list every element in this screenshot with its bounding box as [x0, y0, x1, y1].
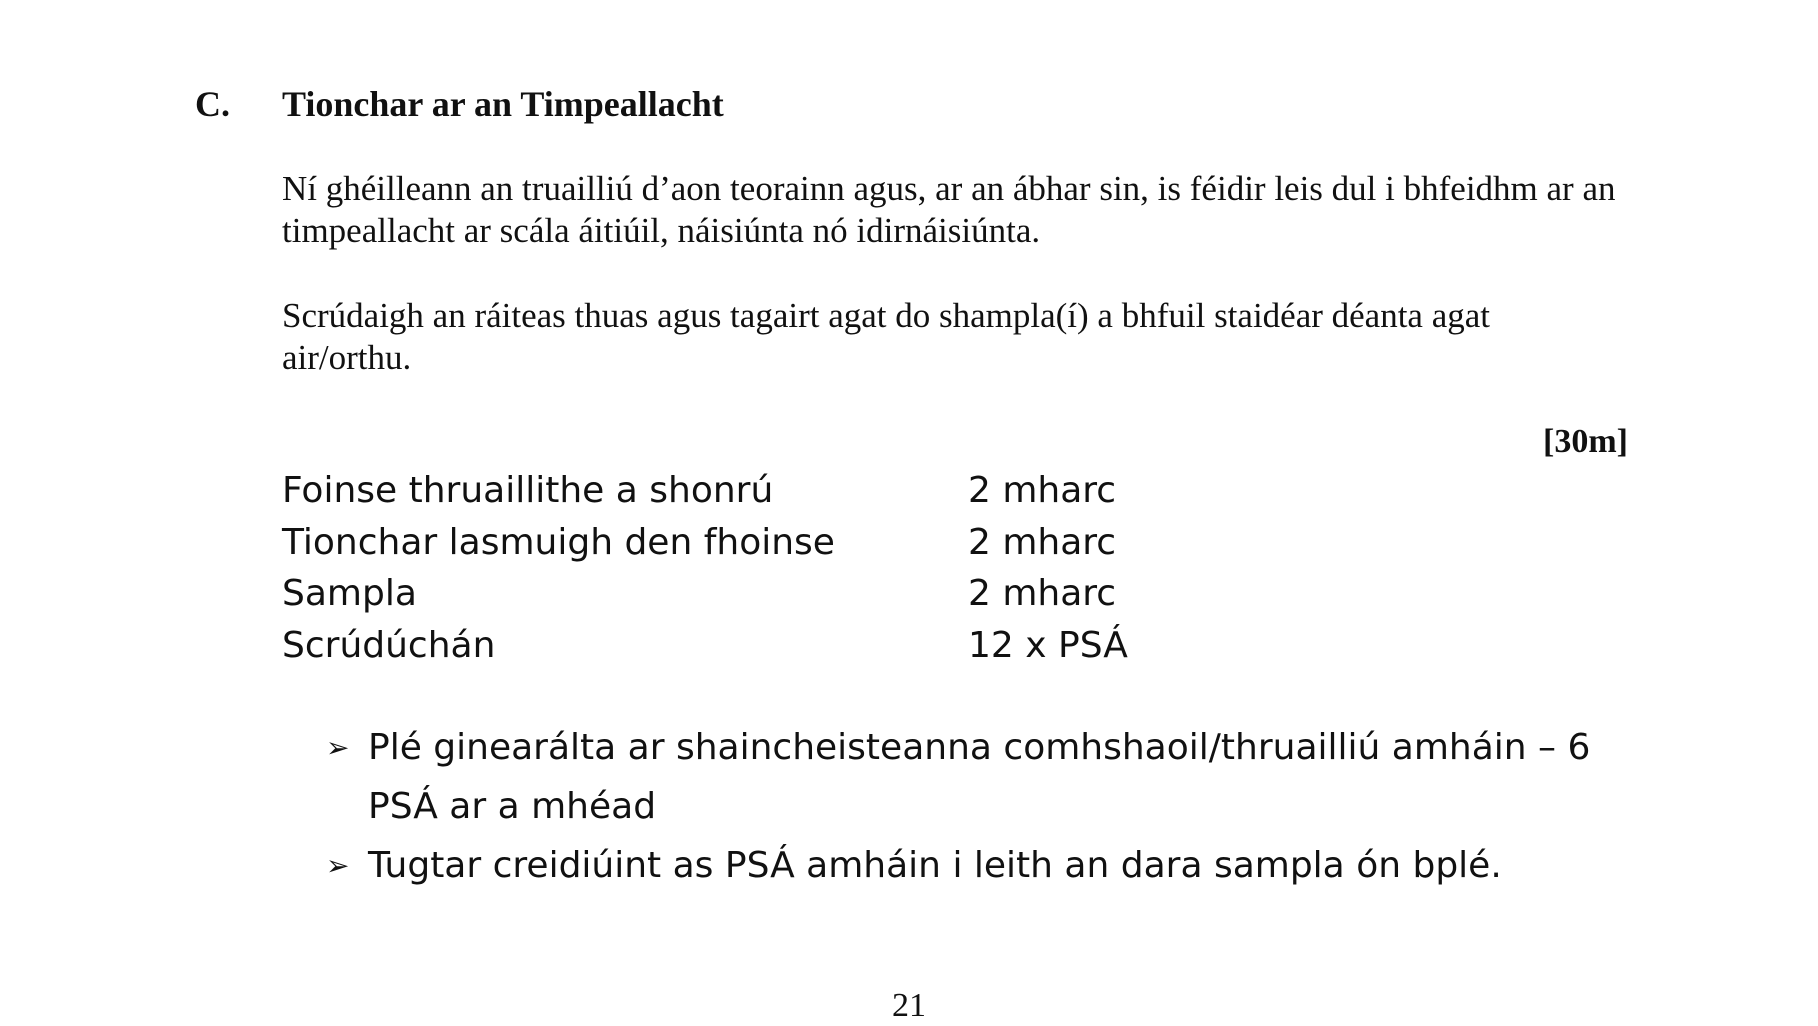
- marking-note: [326, 718, 1656, 836]
- arrow-bullet-icon: ➢: [326, 731, 350, 764]
- page-number: 21: [892, 987, 926, 1024]
- marking-criterion: Foinse thruaillithe a shonrú: [282, 470, 774, 511]
- question-instruction: Scrúdaigh an ráiteas thuas agus tagairt agat do shampla(í) a bhfuil staidéar déanta agat air/orthu.: [282, 296, 1491, 377]
- section-letter: C.: [195, 84, 230, 124]
- marking-criterion: Scrúdúchán: [282, 624, 496, 666]
- marking-scheme-row: [282, 517, 1268, 569]
- marking-value: 2 mharc: [968, 521, 1117, 563]
- marking-note-text: Tugtar creidiúint as PSÁ amháin i leith an dara sampla ón bplé.: [368, 845, 1502, 886]
- marking-note: [326, 836, 1656, 895]
- section-title: Tionchar ar an Timpeallacht: [282, 84, 724, 124]
- marking-scheme: [282, 465, 1268, 671]
- marking-value: 12 x PSÁ: [968, 624, 1128, 666]
- marking-scheme-row: [282, 620, 1268, 672]
- marking-value: 2 mharc: [968, 573, 1117, 614]
- arrow-bullet-icon: ➢: [326, 849, 350, 882]
- marking-scheme-row: [282, 465, 1268, 517]
- marking-value: 2 mharc: [968, 470, 1117, 511]
- total-marks: [30m]: [1543, 423, 1628, 460]
- marking-criterion: Tionchar lasmuigh den fhoinse: [282, 521, 835, 563]
- marking-criterion: Sampla: [282, 573, 417, 614]
- question-statement: Ní ghéilleann an truailliú d’aon teorainn agus, ar an ábhar sin, is féidir leis dul i bhfeidhm ar an timpeallacht ar scála áitiúil, náisiúnta nó idirnáisiúnta.: [282, 169, 1616, 250]
- marking-notes: [326, 718, 1656, 895]
- marking-note-text: Plé ginearálta ar shaincheisteanna comhshaoil/thruailliú amháin – 6 PSÁ ar a mhéad: [368, 727, 1591, 827]
- marking-scheme-row: [282, 568, 1268, 620]
